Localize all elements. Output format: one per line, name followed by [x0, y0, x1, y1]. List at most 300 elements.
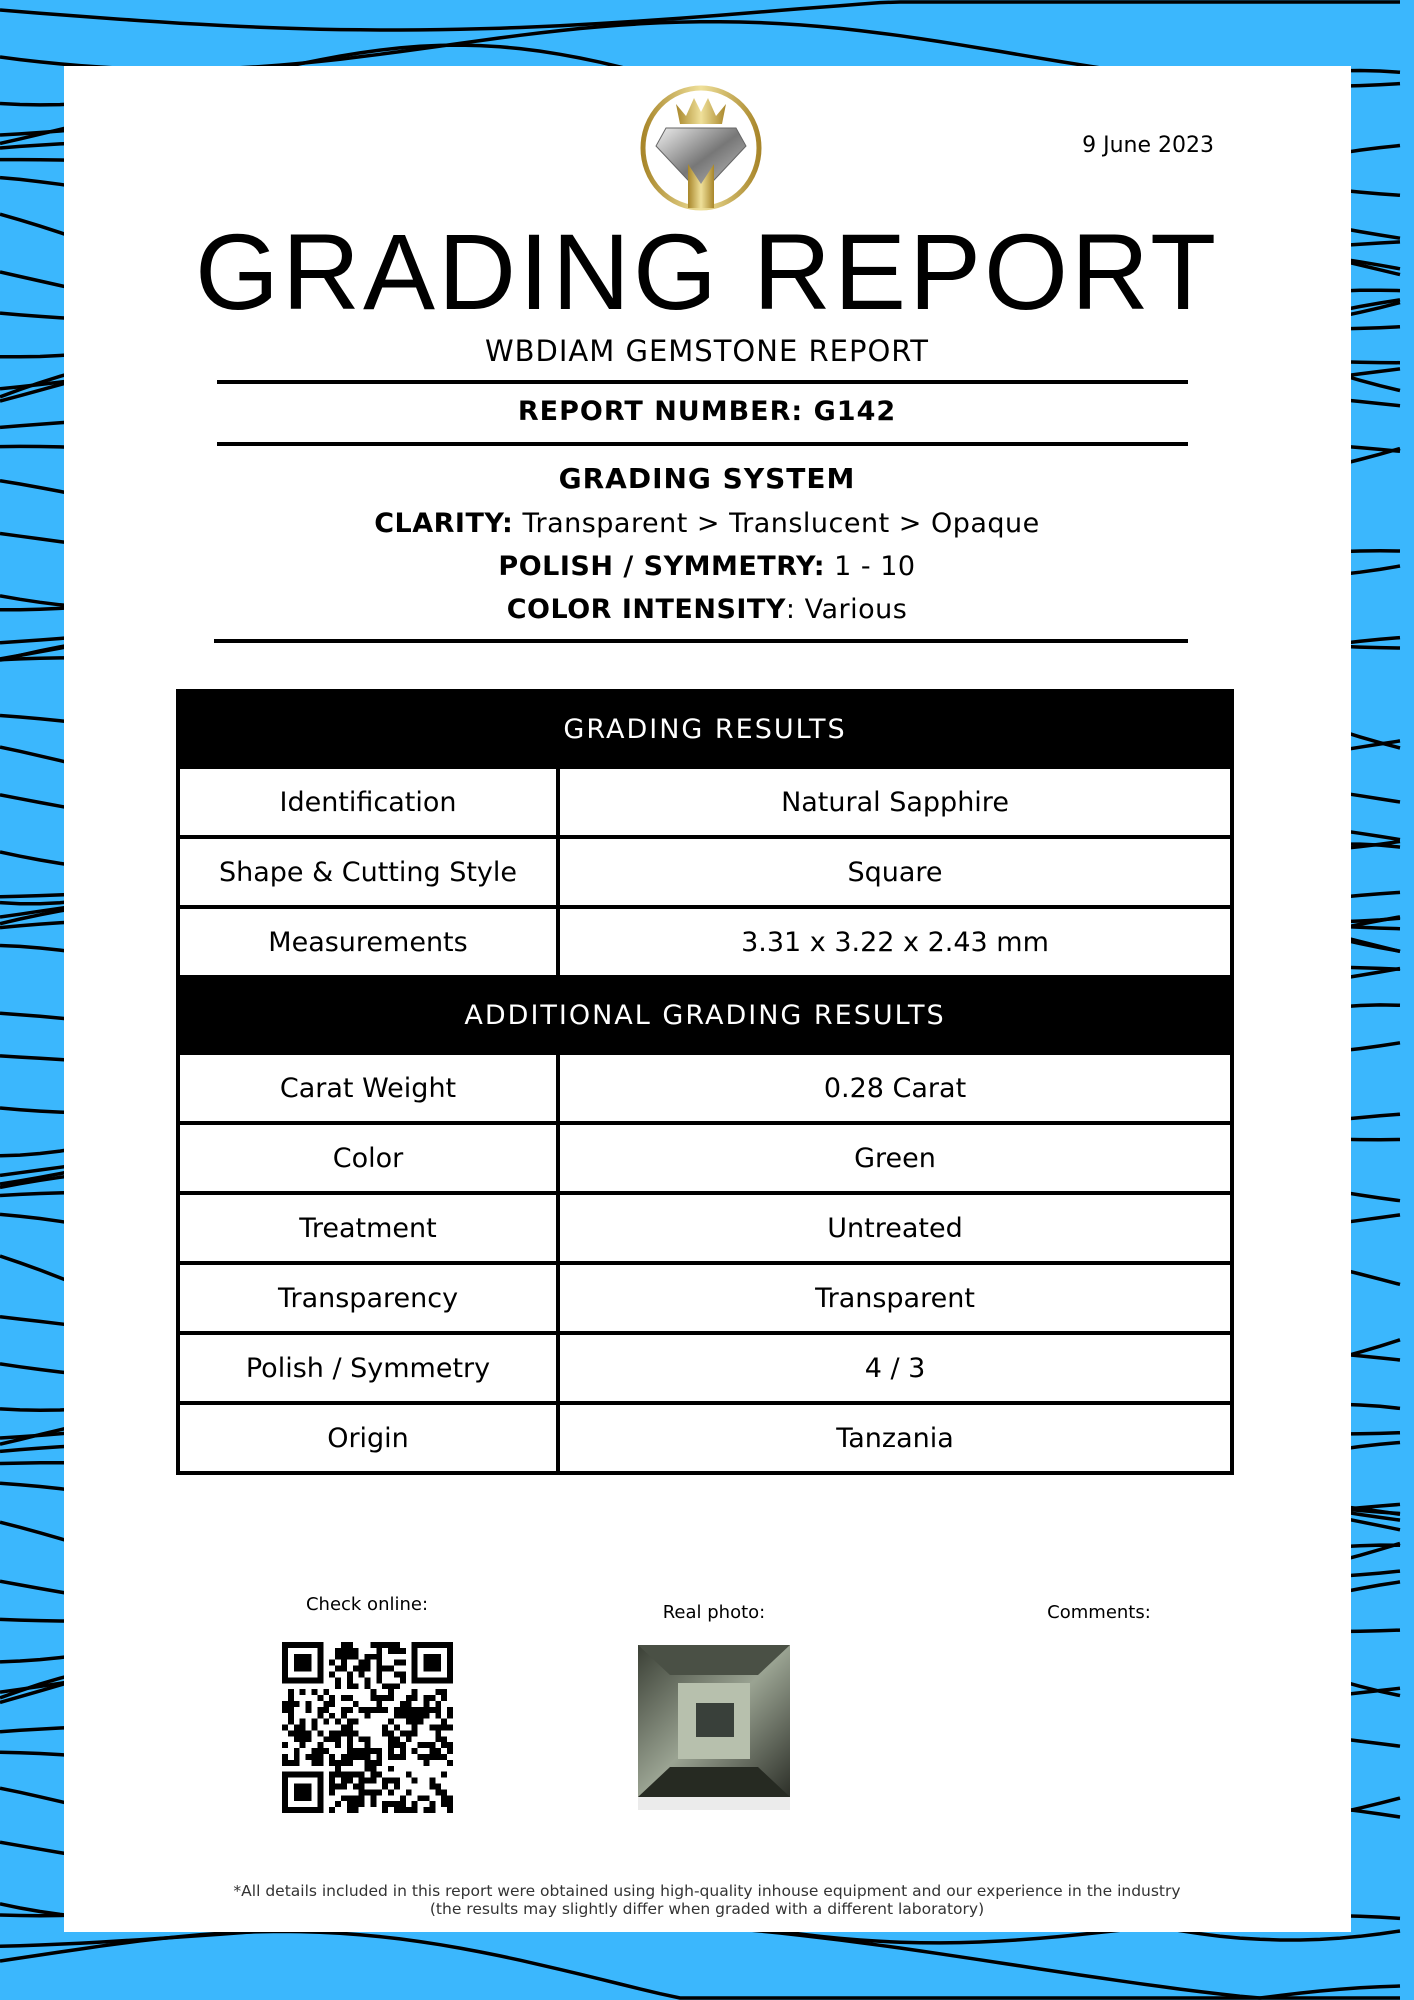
qr-module — [294, 1654, 300, 1660]
qr-module — [341, 1725, 347, 1731]
disclaimer-line-1: *All details included in this report were obtained using high-quality inhouse equipment and our experience in the industry — [233, 1882, 1181, 1900]
qr-module — [370, 1778, 376, 1784]
qr-module — [353, 1754, 359, 1760]
qr-module — [435, 1713, 441, 1719]
qr-module — [341, 1648, 347, 1654]
qr-module — [329, 1778, 335, 1784]
comments-label: Comments: — [1047, 1602, 1151, 1623]
qr-module — [317, 1666, 323, 1672]
qr-module — [370, 1772, 376, 1778]
table-row — [178, 1263, 1232, 1333]
qr-module — [412, 1778, 418, 1784]
qr-module — [424, 1742, 430, 1748]
qr-module — [341, 1642, 347, 1648]
row-value: 4 / 3 — [558, 1333, 1232, 1403]
qr-module — [300, 1784, 306, 1790]
qr-module — [394, 1778, 400, 1784]
qr-module — [341, 1778, 347, 1784]
qr-module — [412, 1713, 418, 1719]
qr-module — [353, 1772, 359, 1778]
color-scale — [0, 594, 1414, 625]
qr-module — [347, 1683, 353, 1689]
qr-module — [347, 1778, 353, 1784]
row-label: Treatment — [178, 1193, 558, 1263]
qr-module — [435, 1654, 441, 1660]
qr-module — [441, 1754, 447, 1760]
qr-module — [400, 1671, 406, 1677]
qr-module — [300, 1736, 306, 1742]
qr-module — [382, 1801, 388, 1807]
qr-module — [424, 1666, 430, 1672]
qr-module — [447, 1725, 453, 1731]
qr-module — [323, 1736, 329, 1742]
qr-module — [365, 1660, 371, 1666]
qr-module — [412, 1677, 418, 1683]
qr-module — [400, 1707, 406, 1713]
table-row — [178, 1053, 1232, 1123]
qr-module — [370, 1760, 376, 1766]
qr-module — [347, 1801, 353, 1807]
qr-module — [347, 1748, 353, 1754]
qr-module — [353, 1719, 359, 1725]
qr-module — [353, 1683, 359, 1689]
qr-module — [306, 1660, 312, 1666]
qr-module — [317, 1778, 323, 1784]
qr-module — [294, 1660, 300, 1666]
qr-module — [317, 1677, 323, 1683]
qr-module — [412, 1642, 418, 1648]
qr-module — [294, 1807, 300, 1813]
qr-module — [441, 1789, 447, 1795]
qr-module — [294, 1754, 300, 1760]
qr-module — [388, 1666, 394, 1672]
clarity-value: Transparent > Translucent > Opaque — [513, 508, 1040, 539]
qr-module — [388, 1789, 394, 1795]
qr-module — [435, 1707, 441, 1713]
qr-module — [429, 1778, 435, 1784]
qr-module — [400, 1701, 406, 1707]
qr-module — [329, 1701, 335, 1707]
qr-module — [382, 1784, 388, 1790]
table-row — [178, 1403, 1232, 1473]
qr-module — [353, 1748, 359, 1754]
qr-code[interactable] — [282, 1642, 453, 1813]
qr-module — [329, 1784, 335, 1790]
qr-module — [335, 1719, 341, 1725]
qr-module — [429, 1748, 435, 1754]
qr-module — [335, 1654, 341, 1660]
report-number: REPORT NUMBER: G142 — [517, 396, 897, 427]
qr-module — [341, 1666, 347, 1672]
check-online-label: Check online: — [305, 1594, 429, 1615]
qr-module — [341, 1772, 347, 1778]
qr-module — [447, 1648, 453, 1654]
qr-module — [435, 1730, 441, 1736]
qr-module — [306, 1707, 312, 1713]
qr-module — [353, 1654, 359, 1660]
qr-module — [370, 1748, 376, 1754]
qr-module — [376, 1772, 382, 1778]
qr-module — [311, 1725, 317, 1731]
qr-module — [412, 1719, 418, 1725]
qr-module — [418, 1677, 424, 1683]
qr-module — [294, 1677, 300, 1683]
qr-module — [406, 1789, 412, 1795]
qr-module — [335, 1742, 341, 1748]
qr-module — [347, 1648, 353, 1654]
qr-module — [376, 1671, 382, 1677]
qr-module — [329, 1730, 335, 1736]
qr-module — [400, 1742, 406, 1748]
qr-module — [294, 1784, 300, 1790]
qr-module — [424, 1754, 430, 1760]
qr-module — [447, 1642, 453, 1648]
qr-module — [282, 1801, 288, 1807]
disclaimer-line-2: (the results may slightly differ when graded with a different laboratory) — [429, 1900, 985, 1918]
qr-module — [382, 1666, 388, 1672]
qr-module — [347, 1760, 353, 1766]
qr-module — [323, 1707, 329, 1713]
table-row — [178, 767, 1232, 837]
qr-module — [412, 1654, 418, 1660]
table-row — [178, 907, 1232, 977]
qr-module — [359, 1772, 365, 1778]
qr-module — [288, 1719, 294, 1725]
qr-module — [435, 1789, 441, 1795]
qr-module — [370, 1789, 376, 1795]
qr-module — [441, 1736, 447, 1742]
qr-module — [429, 1660, 435, 1666]
qr-module — [306, 1642, 312, 1648]
qr-module — [382, 1707, 388, 1713]
qr-module — [294, 1789, 300, 1795]
qr-module — [294, 1760, 300, 1766]
qr-module — [376, 1754, 382, 1760]
qr-module — [306, 1677, 312, 1683]
qr-module — [447, 1807, 453, 1813]
qr-module — [335, 1760, 341, 1766]
qr-module — [335, 1784, 341, 1790]
qr-module — [447, 1801, 453, 1807]
qr-module — [300, 1730, 306, 1736]
qr-module — [288, 1677, 294, 1683]
qr-module — [406, 1719, 412, 1725]
qr-module — [365, 1778, 371, 1784]
qr-module — [365, 1707, 371, 1713]
qr-module — [435, 1642, 441, 1648]
qr-module — [300, 1742, 306, 1748]
qr-module — [370, 1642, 376, 1648]
qr-module — [311, 1677, 317, 1683]
qr-module — [412, 1725, 418, 1731]
qr-module — [400, 1754, 406, 1760]
qr-module — [388, 1719, 394, 1725]
qr-module — [365, 1742, 371, 1748]
qr-module — [406, 1713, 412, 1719]
color-label: COLOR INTENSITY — [506, 594, 786, 625]
row-label: Transparency — [178, 1263, 558, 1333]
qr-module — [347, 1772, 353, 1778]
qr-module — [365, 1748, 371, 1754]
qr-module — [382, 1695, 388, 1701]
qr-module — [329, 1671, 335, 1677]
qr-module — [365, 1736, 371, 1742]
qr-module — [435, 1754, 441, 1760]
qr-module — [282, 1772, 288, 1778]
qr-module — [388, 1695, 394, 1701]
qr-module — [412, 1707, 418, 1713]
qr-module — [347, 1736, 353, 1742]
qr-module — [424, 1701, 430, 1707]
qr-module — [288, 1772, 294, 1778]
qr-module — [370, 1689, 376, 1695]
row-value: Transparent — [558, 1263, 1232, 1333]
qr-module — [288, 1713, 294, 1719]
qr-module — [406, 1736, 412, 1742]
table-row — [178, 1193, 1232, 1263]
qr-module — [317, 1789, 323, 1795]
qr-module — [300, 1772, 306, 1778]
qr-module — [282, 1642, 288, 1648]
qr-module — [429, 1666, 435, 1672]
qr-module — [317, 1748, 323, 1754]
table-row — [178, 1333, 1232, 1403]
wavy-line — [0, 1931, 1400, 1998]
qr-module — [365, 1754, 371, 1760]
qr-module — [400, 1807, 406, 1813]
qr-module — [400, 1748, 406, 1754]
qr-module — [282, 1648, 288, 1654]
report-date: 9 June 2023 — [1082, 133, 1214, 158]
clarity-label: CLARITY: — [374, 508, 514, 539]
qr-module — [311, 1754, 317, 1760]
qr-module — [418, 1642, 424, 1648]
qr-module — [347, 1707, 353, 1713]
qr-module — [424, 1807, 430, 1813]
qr-module — [365, 1666, 371, 1672]
qr-module — [441, 1801, 447, 1807]
qr-module — [311, 1719, 317, 1725]
qr-module — [441, 1725, 447, 1731]
qr-module — [447, 1677, 453, 1683]
qr-module — [435, 1689, 441, 1695]
qr-module — [323, 1689, 329, 1695]
qr-module — [388, 1748, 394, 1754]
divider — [214, 639, 1188, 643]
qr-module — [382, 1642, 388, 1648]
qr-module — [300, 1789, 306, 1795]
qr-module — [347, 1807, 353, 1813]
qr-module — [424, 1695, 430, 1701]
qr-module — [412, 1648, 418, 1654]
qr-module — [394, 1801, 400, 1807]
qr-module — [388, 1742, 394, 1748]
qr-module — [441, 1642, 447, 1648]
results-table — [176, 689, 1234, 1475]
qr-module — [323, 1719, 329, 1725]
qr-module — [341, 1713, 347, 1719]
qr-module — [294, 1642, 300, 1648]
qr-module — [294, 1666, 300, 1672]
qr-module — [400, 1648, 406, 1654]
qr-module — [359, 1671, 365, 1677]
qr-module — [282, 1784, 288, 1790]
qr-module — [429, 1754, 435, 1760]
qr-module — [288, 1689, 294, 1695]
qr-module — [317, 1760, 323, 1766]
qr-module — [429, 1807, 435, 1813]
qr-module — [388, 1689, 394, 1695]
qr-module — [341, 1654, 347, 1660]
qr-module — [359, 1666, 365, 1672]
qr-module — [400, 1801, 406, 1807]
qr-module — [335, 1801, 341, 1807]
qr-module — [370, 1707, 376, 1713]
qr-module — [447, 1748, 453, 1754]
qr-module — [441, 1795, 447, 1801]
qr-module — [306, 1666, 312, 1672]
qr-module — [306, 1730, 312, 1736]
qr-module — [282, 1701, 288, 1707]
qr-module — [406, 1772, 412, 1778]
qr-module — [288, 1760, 294, 1766]
qr-module — [394, 1660, 400, 1666]
qr-module — [341, 1730, 347, 1736]
qr-module — [353, 1801, 359, 1807]
qr-module — [376, 1789, 382, 1795]
row-label: Polish / Symmetry — [178, 1333, 558, 1403]
qr-module — [376, 1677, 382, 1683]
qr-module — [329, 1695, 335, 1701]
qr-module — [335, 1736, 341, 1742]
qr-module — [282, 1742, 288, 1748]
qr-module — [376, 1695, 382, 1701]
row-value: Tanzania — [558, 1403, 1232, 1473]
qr-module — [382, 1778, 388, 1784]
qr-module — [429, 1695, 435, 1701]
qr-module — [329, 1789, 335, 1795]
qr-module — [282, 1677, 288, 1683]
diamond-crown-logo — [636, 84, 766, 212]
qr-module — [429, 1725, 435, 1731]
qr-module — [329, 1736, 335, 1742]
qr-module — [294, 1772, 300, 1778]
qr-module — [388, 1736, 394, 1742]
qr-module — [347, 1642, 353, 1648]
qr-module — [347, 1754, 353, 1760]
qr-module — [441, 1689, 447, 1695]
polish-label: POLISH / SYMMETRY: — [498, 551, 826, 582]
qr-module — [406, 1807, 412, 1813]
qr-module — [400, 1713, 406, 1719]
qr-module — [394, 1642, 400, 1648]
qr-module — [435, 1736, 441, 1742]
qr-module — [406, 1707, 412, 1713]
qr-module — [306, 1789, 312, 1795]
qr-module — [441, 1677, 447, 1683]
qr-module — [341, 1784, 347, 1790]
qr-module — [447, 1795, 453, 1801]
qr-module — [412, 1671, 418, 1677]
qr-module — [359, 1778, 365, 1784]
qr-module — [376, 1666, 382, 1672]
qr-module — [317, 1807, 323, 1813]
qr-module — [412, 1730, 418, 1736]
qr-module — [424, 1707, 430, 1713]
qr-module — [317, 1648, 323, 1654]
qr-module — [300, 1654, 306, 1660]
qr-module — [400, 1660, 406, 1666]
qr-module — [317, 1642, 323, 1648]
qr-module — [406, 1730, 412, 1736]
qr-module — [394, 1648, 400, 1654]
qr-module — [282, 1760, 288, 1766]
row-label: Identification — [178, 767, 558, 837]
qr-module — [341, 1754, 347, 1760]
qr-module — [418, 1713, 424, 1719]
qr-module — [282, 1778, 288, 1784]
qr-module — [335, 1683, 341, 1689]
qr-module — [353, 1784, 359, 1790]
qr-module — [382, 1730, 388, 1736]
qr-module — [394, 1713, 400, 1719]
qr-module — [329, 1760, 335, 1766]
qr-module — [388, 1778, 394, 1784]
qr-module — [424, 1660, 430, 1666]
qr-module — [447, 1671, 453, 1677]
qr-module — [347, 1795, 353, 1801]
qr-module — [412, 1748, 418, 1754]
qr-module — [370, 1654, 376, 1660]
qr-module — [347, 1677, 353, 1683]
qr-module — [435, 1701, 441, 1707]
qr-module — [306, 1784, 312, 1790]
qr-module — [429, 1642, 435, 1648]
qr-module — [435, 1725, 441, 1731]
qr-module — [294, 1730, 300, 1736]
qr-module — [317, 1742, 323, 1748]
grading-results-heading: GRADING RESULTS — [178, 691, 1232, 767]
row-label: Measurements — [178, 907, 558, 977]
qr-module — [435, 1666, 441, 1672]
qr-module — [329, 1807, 335, 1813]
qr-module — [359, 1801, 365, 1807]
qr-module — [382, 1683, 388, 1689]
qr-module — [424, 1795, 430, 1801]
qr-module — [412, 1801, 418, 1807]
qr-module — [394, 1754, 400, 1760]
qr-module — [376, 1654, 382, 1660]
qr-module — [317, 1784, 323, 1790]
qr-module — [376, 1707, 382, 1713]
qr-module — [353, 1648, 359, 1654]
qr-module — [382, 1807, 388, 1813]
qr-module — [282, 1754, 288, 1760]
qr-module — [418, 1742, 424, 1748]
qr-module — [388, 1683, 394, 1689]
qr-module — [359, 1707, 365, 1713]
qr-module — [376, 1701, 382, 1707]
qr-module — [400, 1677, 406, 1683]
qr-module — [300, 1807, 306, 1813]
qr-module — [418, 1754, 424, 1760]
qr-module — [317, 1801, 323, 1807]
qr-module — [418, 1719, 424, 1725]
qr-module — [388, 1754, 394, 1760]
qr-module — [329, 1772, 335, 1778]
qr-module — [311, 1760, 317, 1766]
qr-module — [406, 1695, 412, 1701]
